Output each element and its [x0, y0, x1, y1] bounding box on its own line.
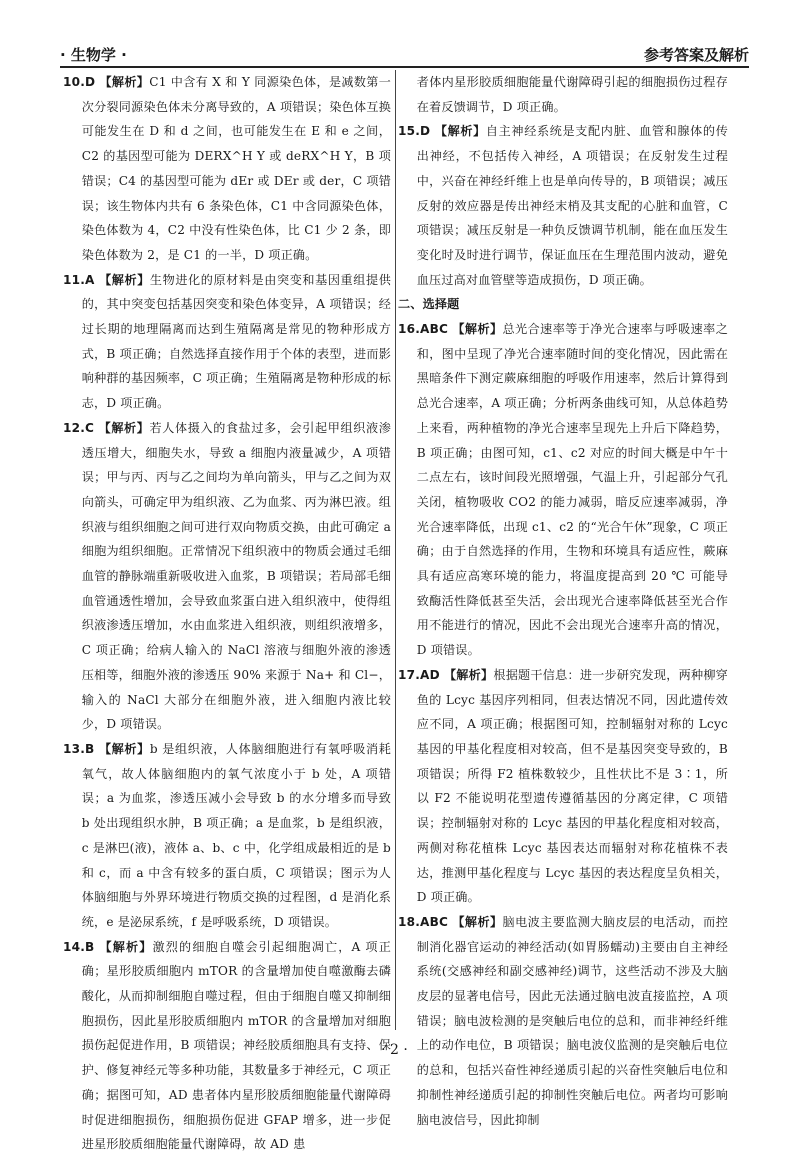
explanation-text: 总光合速率等于净光合速率与呼吸速率之和，图中呈现了净光合速率随时间的变化情况，因此需在黑暗条件下测定蕨麻细胞的呼吸作用速率，然后计算得到总光合速率，A 项正确；分析两条曲线可知，从总体趋势上来看，两种植物的净光合速率呈现先上升后下降趋势，B 项正确；由图可知，c1、c2 对应的时间大概是中午十二点左右，该时间段光照增强，气温上升，引起部分气孔关闭，植物吸收 CO2 的能力减弱，暗反应速率减弱，净光合速率降低，出现 c1、c2 的“光合午休”现象，C 项正确；由于自然选择的作用，生物和环境具有适应性，蕨麻具有适应高寒环境的能力，将温度提高到 20 ℃ 可能导致酶活性降低甚至失活，会出现光合速率降低甚至光合作用不能进行的情况，因此不会出现光合速率升高的情况，D 项错误。	[416, 322, 728, 658]
explanation-text: 激烈的细胞自噬会引起细胞凋亡，A 项正确；星形胶质细胞内 mTOR 的含量增加使自噬激酶去磷酸化，从而抑制细胞自噬过程，但由于细胞自噬又抑制细胞损伤，因此星形胶质细胞内 mTOR 的含量增加对细胞损伤起促进作用，B 项错误；神经胶质细胞具有支持、保护、修复神经元等多种功能，其数量多于神经元，C 项正确；据图可知，AD 患者体内星形胶质细胞能量代谢障碍时促进细胞损伤，细胞损伤促进 GFAP 增多，进一步促进星形胶质细胞能量代谢障碍，故 AD 患	[81, 939, 391, 1152]
answer-item-13: 13.B 【解析】b 是组织液，人体脑细胞进行有氧呼吸消耗氧气，故人体脑细胞内的氧气浓度小于 b 处，A 项错误；a 为血浆，渗透压减小会导致 b 的水分增多而导致 b 处出现组织水肿，B 项正确；a 是血浆，b 是组织液，c 是淋巴(液)，液体 a、b、c 中，化学组成最相近的是 b 和 c，而 a 中含有较多的蛋白质，C 项错误；图示为人体脑细胞与外界环境进行物质交换的过程图，d 是消化系统，e 是泌尿系统，f 是呼吸系统，D 项错误。	[63, 741, 391, 929]
answer-item-12: 12.C 【解析】若人体摄入的食盐过多，会引起甲组织液渗透压增大，细胞失水，导致 a 细胞内液量减少，A 项错误；甲与丙、丙与乙之间均为单向箭头，甲与乙之间为双向箭头，可确定甲为组织液、乙为血浆、丙为淋巴液。组织液与组织细胞之间可进行双向物质交换，由此可确定 a 细胞为组织细胞。正常情况下组织液中的物质会通过毛细血管的静脉端重新吸收进入血浆，B 项错误；若局部毛细血管通透性增加，会导致血浆蛋白进入组织液中，使得组织液渗透压增加，水由血浆进入组织液，则组织液增多，C 项正确；给病人输入的 NaCl 溶液与细胞外液的渗透压相等，细胞外液的渗透压 90% 来源于 Na+ 和 Cl−，输入的 NaCl 大部分在细胞外液，进入细胞内液比较少，D 项错误。	[63, 420, 391, 732]
left-column	[63, 70, 391, 1157]
answer-item-14: 14.B 【解析】激烈的细胞自噬会引起细胞凋亡，A 项正确；星形胶质细胞内 mTOR 的含量增加使自噬激酶去磷酸化，从而抑制细胞自噬过程，但由于细胞自噬又抑制细胞损伤，因此星形胶质细胞内 mTOR 的含量增加对细胞损伤起促进作用，B 项错误；神经胶质细胞具有支持、保护、修复神经元等多种功能，其数量多于神经元，C 项正确；据图可知，AD 患者体内星形胶质细胞能量代谢障碍时促进细胞损伤，细胞损伤促进 GFAP 增多，进一步促进星形胶质细胞能量代谢障碍，故 AD 患	[63, 939, 391, 1152]
answer-item-17: 17.AD 【解析】根据题干信息：进一步研究发现，两种柳穿鱼的 Lcyc 基因序列相同，但表达情况不同，因此遗传效应不同，A 项正确；根据图可知，控制辐射对称的 Lcyc 基因的甲基化程度相对较高，但不是基因突变导致的，B 项错误；所得 F2 植株数较少，且性状比不是 3∶1，所以 F2 不能说明花型遗传遵循基因的分离定律，C 项错误；控制辐射对称的 Lcyc 基因的甲基化程度相对较高，两侧对称花植株 Lcyc 基因表达而辐射对称花植株不表达，推测甲基化程度与 Lcyc 基因的表达程度呈负相关，D 项正确。	[398, 667, 728, 905]
explanation-text: 者体内星形胶质细胞能量代谢障碍引起的细胞损伤过程存在着反馈调节，D 项正确。	[416, 75, 728, 114]
header-rule	[60, 66, 749, 68]
explanation-text: 生物进化的原材料是由突变和基因重组提供的，其中突变包括基因突变和染色体变异，A 项错误；经过长期的地理隔离而达到生殖隔离是常见的物种形成方式，B 项正确；自然选择直接作用于个体的表型，进而影响种群的基因频率，C 项正确；生殖隔离是物种形成的标志，D 项正确。	[81, 272, 391, 411]
page-header	[60, 40, 749, 66]
page-number: · 2 ·	[381, 1042, 408, 1058]
explanation-text: 根据题干信息：进一步研究发现，两种柳穿鱼的 Lcyc 基因序列相同，但表达情况不同，因此遗传效应不同，A 项正确；根据图可知，控制辐射对称的 Lcyc 基因的甲基化程度相对较高，但不是基因突变导致的，B 项错误；所得 F2 植株数较少，且性状比不是 3∶1，所以 F2 不能说明花型遗传遵循基因的分离定律，C 项错误；控制辐射对称的 Lcyc 基因的甲基化程度相对较高，两侧对称花植株 Lcyc 基因表达而辐射对称花植株不表达，推测甲基化程度与 Lcyc 基因的表达程度呈负相关，D 项正确。	[416, 667, 728, 905]
explanation-text: b 是组织液，人体脑细胞进行有氧呼吸消耗氧气，故人体脑细胞内的氧气浓度小于 b 处，A 项错误；a 为血浆，渗透压减小会导致 b 的水分增多而导致 b 处出现组织水肿，B 项正确；a 是血浆，b 是组织液，c 是淋巴(液)，液体 a、b、c 中，化学组成最相近的是 b 和 c，而 a 中含有较多的蛋白质，C 项错误；图示为人体脑细胞与外界环境进行物质交换的过程图，d 是消化系统，e 是泌尿系统，f 是呼吸系统，D 项错误。	[81, 741, 391, 929]
explanation-text: C1 中含有 X 和 Y 同源染色体，是减数第一次分裂同源染色体未分离导致的，A 项错误；染色体互换可能发生在 D 和 d 之间，也可能发生在 E 和 e 之间，C2 的基因型可能为 DERX^H Y 或 deRX^H Y，B 项错误；C4 的基因型可能为 dEr 或 DEr 或 der，C 项错误；该生物体内共有 6 条染色体，C1 中含同源染色体，染色体数为 4，C2 中没有性染色体，比 C1 少 2 条，即染色体数为 2，是 C1 的一半，D 项正确。	[81, 75, 391, 262]
explanation-text: 脑电波主要监测大脑皮层的电活动，而控制消化器官运动的神经活动(如胃肠蠕动)主要由自主神经系统(交感神经和副交感神经)调节，这些活动不涉及大脑皮层的显著电信号，因此无法通过脑电波直接监控，A 项错误；脑电波检测的是突触后电位的总和，而非神经纤维上的动作电位，B 项错误；脑电波仪监测的是突触后电位的总和，包括兴奋性神经递质引起的兴奋性突触后电位和抑制性神经递质引起的抑制性突触后电位。两者均可影响脑电波信号，因此抑制	[416, 914, 728, 1127]
answer-item-15: 15.D 【解析】自主神经系统是支配内脏、血管和腺体的传出神经，不包括传入神经，A 项错误；在反射发生过程中，兴奋在神经纤维上也是单向传导的，B 项错误；减压反射的效应器是传出神经末梢及其支配的心脏和血管，C 项错误；减压反射是一种负反馈调节机制，能在血压发生变化时及时进行调节，保证血压在生理范围内波动，避免血压过高对血管壁等造成损伤，D 项正确。	[398, 124, 728, 287]
right-column	[398, 70, 728, 1132]
explanation-text: 若人体摄入的食盐过多，会引起甲组织液渗透压增大，细胞失水，导致 a 细胞内液量减少，A 项错误；甲与丙、丙与乙之间均为单向箭头，甲与乙之间为双向箭头，可确定甲为组织液、乙为血浆、丙为淋巴液。组织液与组织细胞之间可进行双向物质交换，由此可确定 a 细胞为组织细胞。正常情况下组织液中的物质会通过毛细血管的静脉端重新吸收进入血浆，B 项错误；若局部毛细血管通透性增加，会导致血浆蛋白进入组织液中，使得组织液渗透压增加，水由血浆进入组织液，则组织液增多，C 项正确；给病人输入的 NaCl 溶液与细胞外液的渗透压相等，细胞外液的渗透压 90% 来源于 Na+ 和 Cl−，输入的 NaCl 大部分在细胞外液，进入细胞内液比较少，D 项错误。	[81, 420, 391, 732]
explanation-text: 自主神经系统是支配内脏、血管和腺体的传出神经，不包括传入神经，A 项错误；在反射发生过程中，兴奋在神经纤维上也是单向传导的，B 项错误；减压反射的效应器是传出神经末梢及其支配的心脏和血管，C 项错误；减压反射是一种负反馈调节机制，能在血压发生变化时及时进行调节，保证血压在生理范围内波动，避免血压过高对血管壁等造成损伤，D 项正确。	[416, 124, 728, 287]
answer-key-title: 参考答案及解析	[643, 46, 749, 64]
answer-item-11: 11.A 【解析】生物进化的原材料是由突变和基因重组提供的，其中突变包括基因突变和染色体变异，A 项错误；经过长期的地理隔离而达到生殖隔离是常见的物种形成方式，B 项正确；自然选择直接作用于个体的表型，进而影响种群的基因频率，C 项正确；生殖隔离是物种形成的标志，D 项正确。	[63, 272, 391, 411]
answer-item-16: 16.ABC 【解析】总光合速率等于净光合速率与呼吸速率之和，图中呈现了净光合速率随时间的变化情况，因此需在黑暗条件下测定蕨麻细胞的呼吸作用速率，然后计算得到总光合速率，A 项正确；分析两条曲线可知，从总体趋势上来看，两种植物的净光合速率呈现先上升后下降趋势，B 项正确；由图可知，c1、c2 对应的时间大概是中午十二点左右，该时间段光照增强，气温上升，引起部分气孔关闭，植物吸收 CO2 的能力减弱，暗反应速率减弱，净光合速率降低，出现 c1、c2 的“光合午休”现象，C 项正确；由于自然选择的作用，生物和环境具有适应性，蕨麻具有适应高寒环境的能力，将温度提高到 20 ℃ 可能导致酶活性降低甚至失活，会出现光合速率降低甚至光合作用不能进行的情况，因此不会出现光合速率升高的情况，D 项错误。	[398, 322, 728, 658]
answer-item-18: 18.ABC 【解析】脑电波主要监测大脑皮层的电活动，而控制消化器官运动的神经活动(如胃肠蠕动)主要由自主神经系统(交感神经和副交感神经)调节，这些活动不涉及大脑皮层的显著电信号，因此无法通过脑电波直接监控，A 项错误；脑电波检测的是突触后电位的总和，而非神经纤维上的动作电位，B 项错误；脑电波仪监测的是突触后电位的总和，包括兴奋性神经递质引起的兴奋性突触后电位和抑制性神经递质引起的抑制性突触后电位。两者均可影响脑电波信号，因此抑制	[398, 914, 728, 1127]
answer-item-14-continued	[398, 70, 728, 119]
answer-item-10: 10.D 【解析】C1 中含有 X 和 Y 同源染色体，是减数第一次分裂同源染色体未分离导致的，A 项错误；染色体互换可能发生在 D 和 d 之间，也可能发生在 E 和 e 之间，C2 的基因型可能为 DERX^H Y 或 deRX^H Y，B 项错误；C4 的基因型可能为 dEr 或 DEr 或 der，C 项错误；该生物体内共有 6 条染色体，C1 中含同源染色体，染色体数为 4，C2 中没有性染色体，比 C1 少 2 条，即染色体数为 2，是 C1 的一半，D 项正确。	[63, 75, 391, 262]
column-divider	[395, 70, 396, 1030]
subject-label: · 生物学 ·	[60, 46, 127, 64]
section-title: 二、选择题	[398, 297, 460, 312]
